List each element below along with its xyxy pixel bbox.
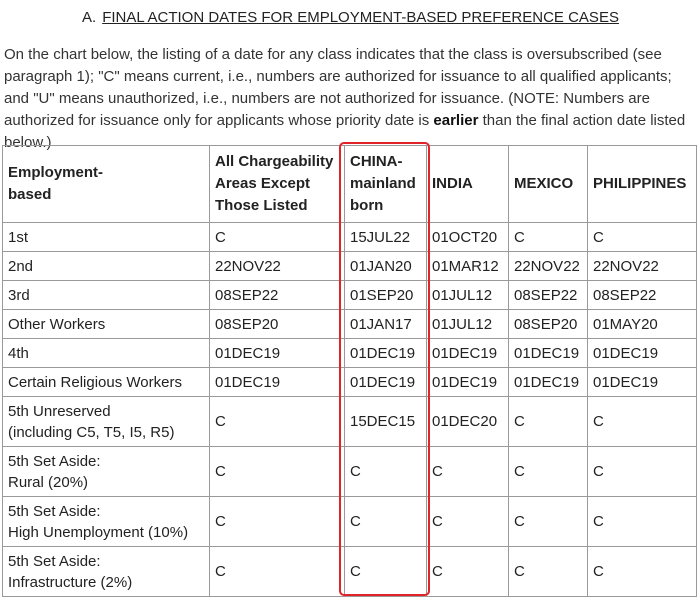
date-cell-mexico: 08SEP20 [509,310,588,339]
header-mexico [509,146,588,223]
category-line: 5th Unreserved [8,402,111,420]
category-line: 5th Set Aside: [8,452,101,470]
date-cell-mexico: C [509,447,588,497]
date-cell-philippines: C [588,497,697,547]
header-india [427,146,509,223]
date-cell-all-chargeability: C [210,223,345,252]
header-china [345,146,427,223]
date-cell-all-chargeability: 01DEC19 [210,368,345,397]
section-title: FINAL ACTION DATES FOR EMPLOYMENT-BASED PREFERENCE CASES [102,9,619,26]
date-cell-all-chargeability: C [210,547,345,597]
date-cell-mexico: 01DEC19 [509,368,588,397]
category-line: 5th Set Aside: [8,502,101,520]
date-cell-india: 01DEC20 [427,397,509,447]
intro-emphasis: earlier [433,112,479,129]
category-cell [3,310,210,339]
date-cell-india: 01JUL12 [427,310,509,339]
date-cell-philippines: C [588,447,697,497]
date-cell-india: C [427,547,509,597]
section-letter: A. [82,9,97,26]
date-cell-philippines: 08SEP22 [588,281,697,310]
category-line: 2nd [8,257,34,275]
category-cell [3,497,210,547]
date-cell-philippines: 01DEC19 [588,368,697,397]
date-cell-all-chargeability: 22NOV22 [210,252,345,281]
final-action-dates-table [2,145,697,597]
header-line: Employment- [8,164,104,181]
date-cell-china: 01SEP20 [345,281,427,310]
category-cell [3,252,210,281]
date-cell-china: 15DEC15 [345,397,427,447]
section-heading [82,8,619,28]
date-cell-all-chargeability: C [210,447,345,497]
date-cell-philippines: C [588,397,697,447]
category-cell [3,397,210,447]
intro-paragraph [4,44,698,154]
date-cell-china: 01JAN20 [345,252,427,281]
table-row [3,339,697,368]
date-cell-mexico: C [509,547,588,597]
category-line: Infrastructure (2%) [8,573,133,591]
category-line: Other Workers [8,315,106,333]
category-line: 1st [8,228,29,246]
date-cell-philippines: 22NOV22 [588,252,697,281]
category-line: 5th Set Aside: [8,552,101,570]
date-cell-all-chargeability: C [210,497,345,547]
header-all-chargeability [210,146,345,223]
intro-text-part1: On the chart below, the listing of a date for any class indicates that the class is oversubscribed (see paragraph 1); "C" means current, i.e., numbers are authorized for issuance to all qualified applicants; and "U" means unauthorized, i.e., numbers are not authorized for issuance. (NOTE: Numbers are authorized for issuance only for applicants whose priority date is [4,46,672,129]
header-line: born [350,197,384,214]
date-cell-india: 01OCT20 [427,223,509,252]
header-line: INDIA [432,175,473,192]
date-cell-philippines: C [588,223,697,252]
header-line: All Chargeability [215,153,334,170]
category-line: Certain Religious Workers [8,373,182,391]
category-cell [3,339,210,368]
date-cell-india: 01DEC19 [427,368,509,397]
header-line: CHINA- [350,153,403,170]
table-row [3,368,697,397]
table-row [3,281,697,310]
date-cell-all-chargeability: C [210,397,345,447]
category-line: Rural (20%) [8,473,89,491]
date-cell-china: 01JAN17 [345,310,427,339]
date-cell-all-chargeability: 08SEP22 [210,281,345,310]
header-line: PHILIPPINES [593,175,687,192]
date-cell-china: C [345,547,427,597]
header-line: Those Listed [215,197,308,214]
header-line: Areas Except [215,175,311,192]
date-cell-mexico: C [509,397,588,447]
table-row [3,547,697,597]
date-cell-india: C [427,447,509,497]
header-philippines [588,146,697,223]
date-cell-india: 01MAR12 [427,252,509,281]
category-cell [3,447,210,497]
category-cell [3,368,210,397]
category-line: 4th [8,344,29,362]
date-cell-philippines: C [588,547,697,597]
date-cell-philippines: 01MAY20 [588,310,697,339]
table-row [3,497,697,547]
table-row [3,397,697,447]
table-row [3,310,697,339]
category-line: High Unemployment (10%) [8,523,189,541]
category-cell [3,223,210,252]
date-cell-china: C [345,447,427,497]
header-line: based [8,186,52,203]
category-cell [3,281,210,310]
date-cell-mexico: C [509,223,588,252]
table-row [3,447,697,497]
date-cell-china: C [345,497,427,547]
table-row [3,223,697,252]
date-cell-mexico: 22NOV22 [509,252,588,281]
date-cell-mexico: C [509,497,588,547]
category-line: 3rd [8,286,30,304]
header-line: MEXICO [514,175,574,192]
date-cell-philippines: 01DEC19 [588,339,697,368]
category-line: (including C5, T5, I5, R5) [8,423,175,441]
intro-text-part2: than the final action date listed below.) [4,112,686,151]
date-cell-india: 01DEC19 [427,339,509,368]
date-cell-china: 15JUL22 [345,223,427,252]
date-cell-china: 01DEC19 [345,339,427,368]
date-cell-india: 01JUL12 [427,281,509,310]
date-cell-all-chargeability: 08SEP20 [210,310,345,339]
header-line: mainland [350,175,416,192]
date-cell-mexico: 01DEC19 [509,339,588,368]
date-cell-india: C [427,497,509,547]
date-cell-mexico: 08SEP22 [509,281,588,310]
table-header-row [3,146,697,223]
category-cell [3,547,210,597]
table-row [3,252,697,281]
date-cell-all-chargeability: 01DEC19 [210,339,345,368]
date-cell-china: 01DEC19 [345,368,427,397]
header-employment-based [3,146,210,223]
